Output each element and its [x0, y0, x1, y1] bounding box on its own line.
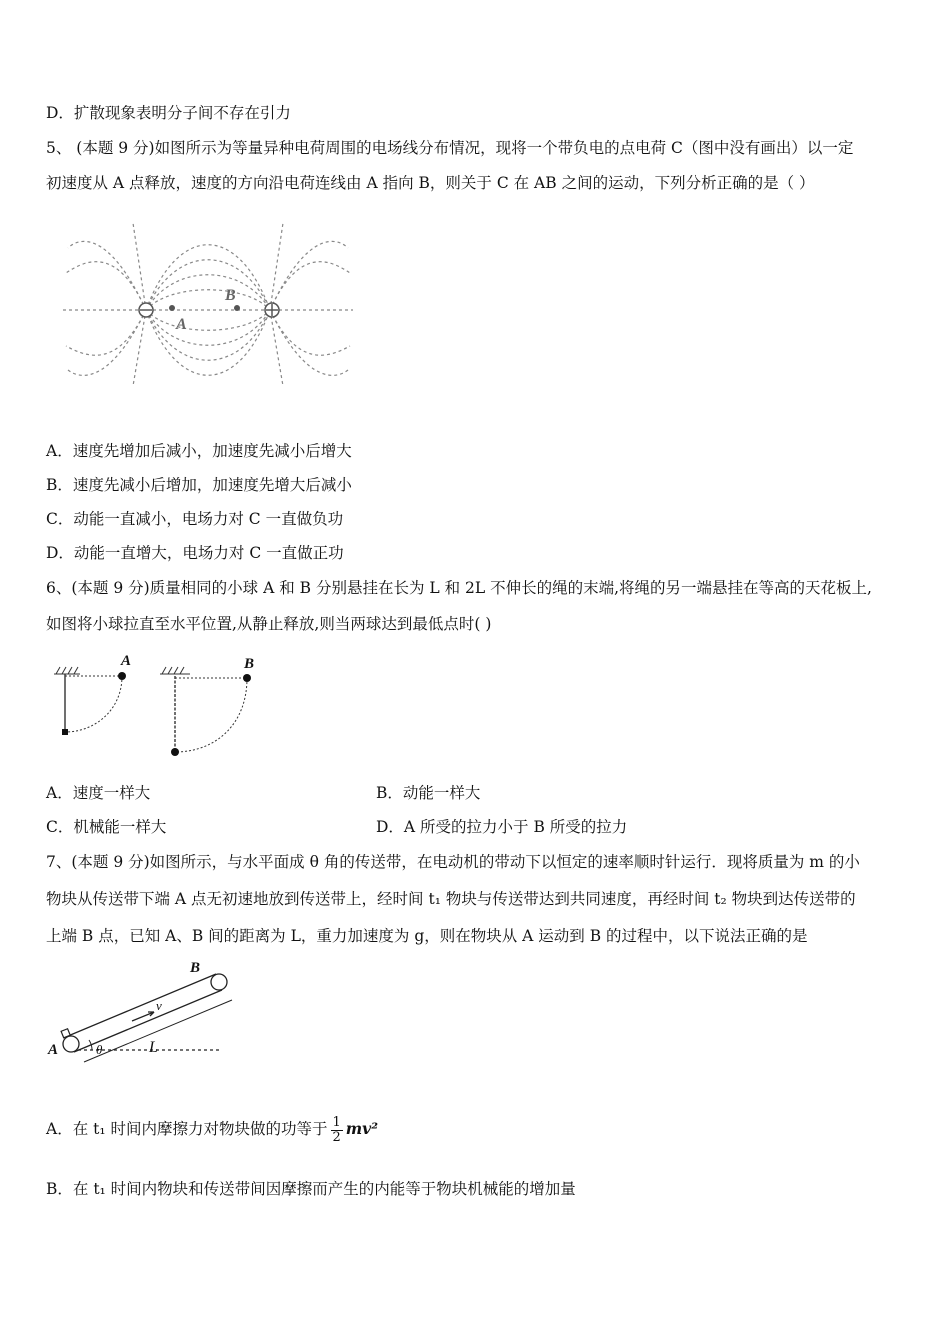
q5-point-a-label: A [176, 316, 187, 333]
q5-option-a: A．速度先增加后减小，加速度先减小后增大 [46, 442, 352, 460]
q6-option-c: C．机械能一样大 [46, 818, 167, 836]
q5-stem-line2: 初速度从 A 点释放，速度的方向沿电荷连线由 A 指向 B，则关于 C 在 AB 之间的运动，下列分析正确的是（ ） [46, 174, 815, 192]
q7-stem-line1: 7、(本题 9 分)如图所示，与水平面成 θ 角的传送带，在电动机的带动下以恒定的速率顺时针运行．现将质量为 m 的小 [46, 853, 860, 871]
q6-stem-line2: 如图将小球拉直至水平位置,从静止释放,则当两球达到最低点时( ) [46, 615, 492, 633]
q6-ball-b-label: B [244, 656, 255, 672]
q7-angle-label: θ [96, 1042, 103, 1057]
q7-stem-line2: 物块从传送带下端 A 点无初速地放到传送带上，经时间 t₁ 物块与传送带达到共同速度，再经时间 t₂ 物块到达传送带的 [46, 890, 856, 908]
q7-option-b: B．在 t₁ 时间内物块和传送带间因摩擦而产生的内能等于物块机械能的增加量 [46, 1180, 576, 1198]
q7-option-a [46, 1110, 378, 1148]
q6-ball-a-label: A [121, 653, 132, 669]
q5-point-b-label: B [225, 287, 236, 304]
q6-option-a: A．速度一样大 [46, 784, 151, 802]
q7-length-label: L [149, 1039, 158, 1056]
q6-pendulum-figure [50, 650, 280, 765]
q6-option-d: D．A 所受的拉力小于 B 所受的拉力 [376, 818, 628, 836]
q7-point-b-label: B [190, 960, 201, 976]
q7-option-a-fraction [331, 1116, 343, 1145]
q6-stem-line1: 6、(本题 9 分)质量相同的小球 A 和 B 分别悬挂在长为 L 和 2L 不伸长的绳的末端,将绳的另一端悬挂在等高的天花板上, [46, 579, 872, 597]
q5-stem-line1: 5、 (本题 9 分)如图所示为等量异种电荷周围的电场线分布情况，现将一个带负电的点电荷 C（图中没有画出）以一定 [46, 139, 854, 157]
q7-velocity-label: v [156, 998, 162, 1013]
q7-option-a-text: A．在 t₁ 时间内摩擦力对物块做的功等于 [46, 1120, 328, 1138]
q4-option-d: D．扩散现象表明分子间不存在引力 [46, 104, 291, 122]
q7-stem-line3: 上端 B 点，已知 A、B 间的距离为 L，重力加速度为 g，则在物块从 A 运动到 B 的过程中，以下说法正确的是 [46, 927, 808, 945]
q5-option-c: C．动能一直减小，电场力对 C 一直做负功 [46, 510, 344, 528]
q7-option-a-formula: mv² [345, 1119, 378, 1138]
q5-option-d: D．动能一直增大，电场力对 C 一直做正功 [46, 544, 344, 562]
q7-conveyor-figure [44, 958, 234, 1073]
q6-option-b: B．动能一样大 [376, 784, 481, 802]
q5-option-b: B．速度先减小后增加，加速度先增大后减小 [46, 476, 352, 494]
fraction-numerator: 1 [332, 1114, 341, 1130]
fraction-denominator: 2 [332, 1129, 341, 1145]
q5-electric-field-figure [58, 218, 358, 388]
q7-point-a-label: A [48, 1042, 59, 1058]
